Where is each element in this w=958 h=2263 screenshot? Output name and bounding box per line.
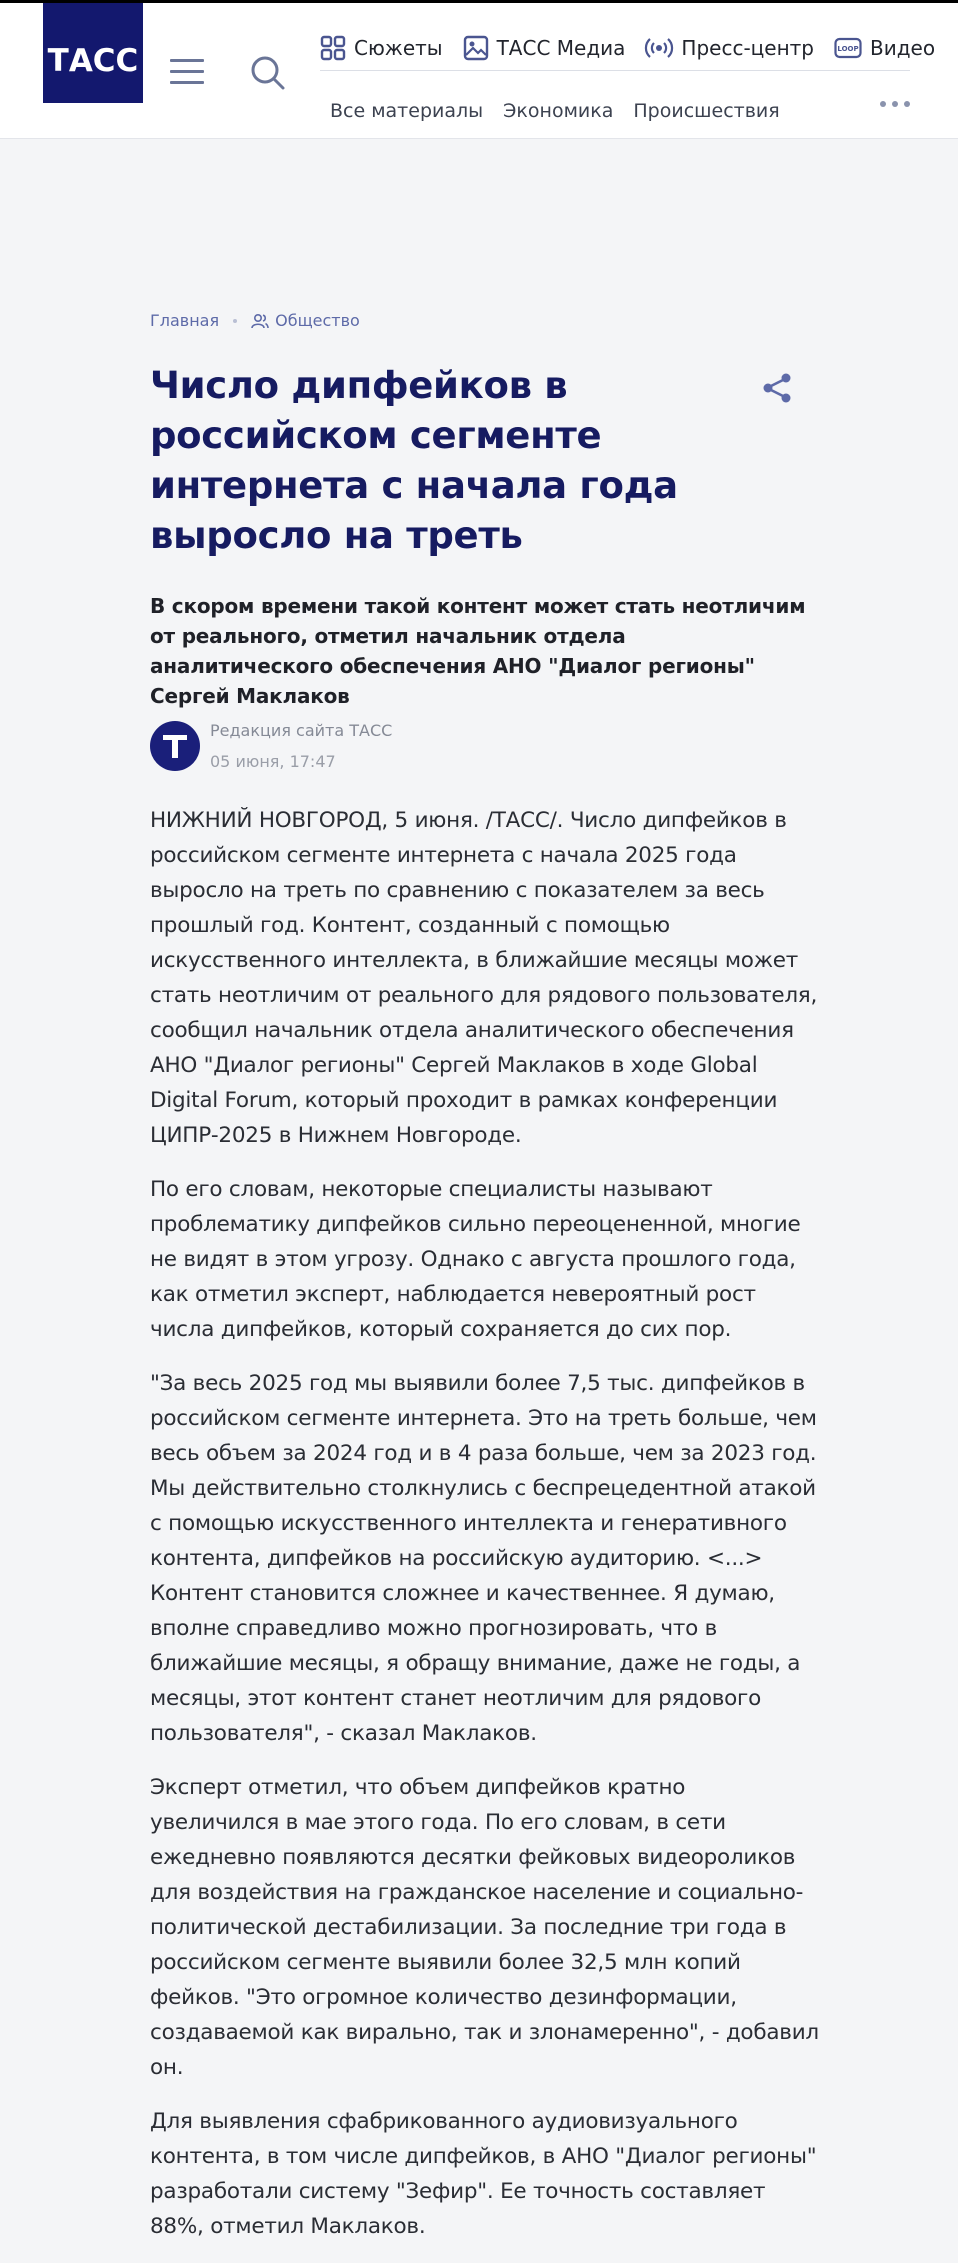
publish-date: 05 июня, 17:47 [210, 752, 336, 771]
nav-item-press-center[interactable] [645, 35, 814, 61]
menu-button[interactable] [170, 59, 204, 85]
article-paragraph: НИЖНИЙ НОВГОРОД, 5 июня. /ТАСС/. Число дипфейков в российском сегменте интернета с начала 2025 года выросло на треть по сравнению с показателем за весь прошлый год. Контент, созданный с помощью искусственного интеллекта, в ближайшие месяцы может стать неотличим от реального для рядового пользователя, сообщил начальник отдела аналитического обеспечения АНО "Диалог регионы" Сергей Маклаков в ходе Global Digital Forum, который проходит в рамках конференции ЦИПР-2025 в Нижнем Новгороде. [150, 808, 818, 1148]
top-navigation [320, 25, 936, 71]
share-button[interactable] [760, 371, 794, 405]
svg-text:LOOP: LOOP [837, 44, 859, 53]
subnav-incidents[interactable]: Происшествия [633, 100, 780, 122]
site-header [0, 3, 958, 139]
nav-item-label: Сюжеты [354, 35, 443, 60]
loop-video-icon [834, 36, 862, 60]
article-body [150, 803, 820, 2263]
image-icon [463, 35, 489, 61]
nav-item-stories[interactable] [320, 35, 443, 61]
section-navigation [330, 95, 910, 127]
tass-logo[interactable] [43, 3, 143, 103]
breadcrumb-home[interactable]: Главная [150, 311, 220, 330]
more-menu-button[interactable] [880, 101, 910, 107]
nav-item-label: ТАСС Медиа [496, 35, 626, 60]
nav-item-video[interactable] [834, 36, 935, 60]
nav-item-label: Пресс-центр [681, 35, 814, 60]
share-icon [760, 371, 794, 405]
breadcrumb-separator [233, 319, 237, 323]
tass-t-icon [160, 731, 190, 761]
hamburger-icon-line [170, 70, 204, 73]
article-paragraph: Эксперт отметил, что объем дипфейков кратно увеличился в мае этого года. По его словам, в сети ежедневно появляются десятки фейковых видеороликов для воздействия на гражданское население и социально-политической дестабилизации. За последние три года в российском сегменте выявили более 32,5 млн копий фейков. "Это огромное количество дезинформации, создаваемой как вирально, так и злонамеренно", - добавил он. [150, 1775, 819, 2080]
grid-icon [320, 35, 346, 61]
hamburger-icon [170, 59, 204, 62]
logo-text: ТАСС [47, 43, 139, 79]
breadcrumb [150, 311, 360, 330]
nav-item-label: Видео [870, 35, 936, 60]
hamburger-icon-line [170, 81, 204, 84]
breadcrumb-section[interactable] [251, 311, 360, 330]
more-dot [904, 101, 910, 107]
author-name[interactable]: Редакция сайта ТАСС [210, 721, 393, 740]
article-lead: В скором времени такой контент может стать неотличим от реального, отметил начальник отдела аналитического обеспечения АНО "Диалог регионы" Сергей Маклаков [150, 594, 806, 708]
author-meta [210, 721, 392, 771]
author-block [150, 721, 392, 771]
article-paragraph: "За весь 2025 год мы выявили более 7,5 тыс. дипфейков в российском сегменте интернета. Это на треть больше, чем весь объем за 2024 год и в 4 раза больше, чем за 2023 год. Мы действительно столкнулись с беспрецедентной атакой с помощью искусственного интеллекта и генеративного контента, дипфейков на российскую аудиторию. <...> Контент становится сложнее и качественнее. Я думаю, вполне справедливо можно прогнозировать, что в ближайшие месяцы, я обращу внимание, даже не годы, а месяцы, этот контент станет неотличим для рядового пользователя", - сказал Маклаков. [150, 1371, 817, 1746]
people-icon [251, 313, 269, 329]
subnav-all-materials[interactable]: Все материалы [330, 100, 484, 122]
more-dot [892, 101, 898, 107]
search-icon [250, 55, 286, 91]
search-button[interactable] [250, 55, 286, 91]
breadcrumb-section-label: Общество [275, 311, 360, 330]
nav-item-tass-media[interactable] [463, 35, 626, 61]
avatar[interactable] [150, 721, 200, 771]
article-paragraph: Для выявления сфабрикованного аудиовизуального контента, в том числе дипфейков, в АНО "Диалог регионы" разработали систему "Зефир". Ее точность составляет 88%, отметил Маклаков. [150, 2109, 817, 2239]
subnav-economy[interactable]: Экономика [503, 100, 614, 122]
article-paragraph: По его словам, некоторые специалисты называют проблематику дипфейков сильно переоцененной, многие не видят в этом угрозу. Однако с августа прошлого года, как отметил эксперт, наблюдается невероятный рост числа дипфейков, который сохраняется до сих пор. [150, 1177, 801, 1342]
broadcast-icon [645, 35, 673, 61]
more-dots-icon [880, 101, 886, 107]
article-title: Число дипфейков в российском сегменте интернета с начала года выросло на треть [150, 364, 678, 557]
